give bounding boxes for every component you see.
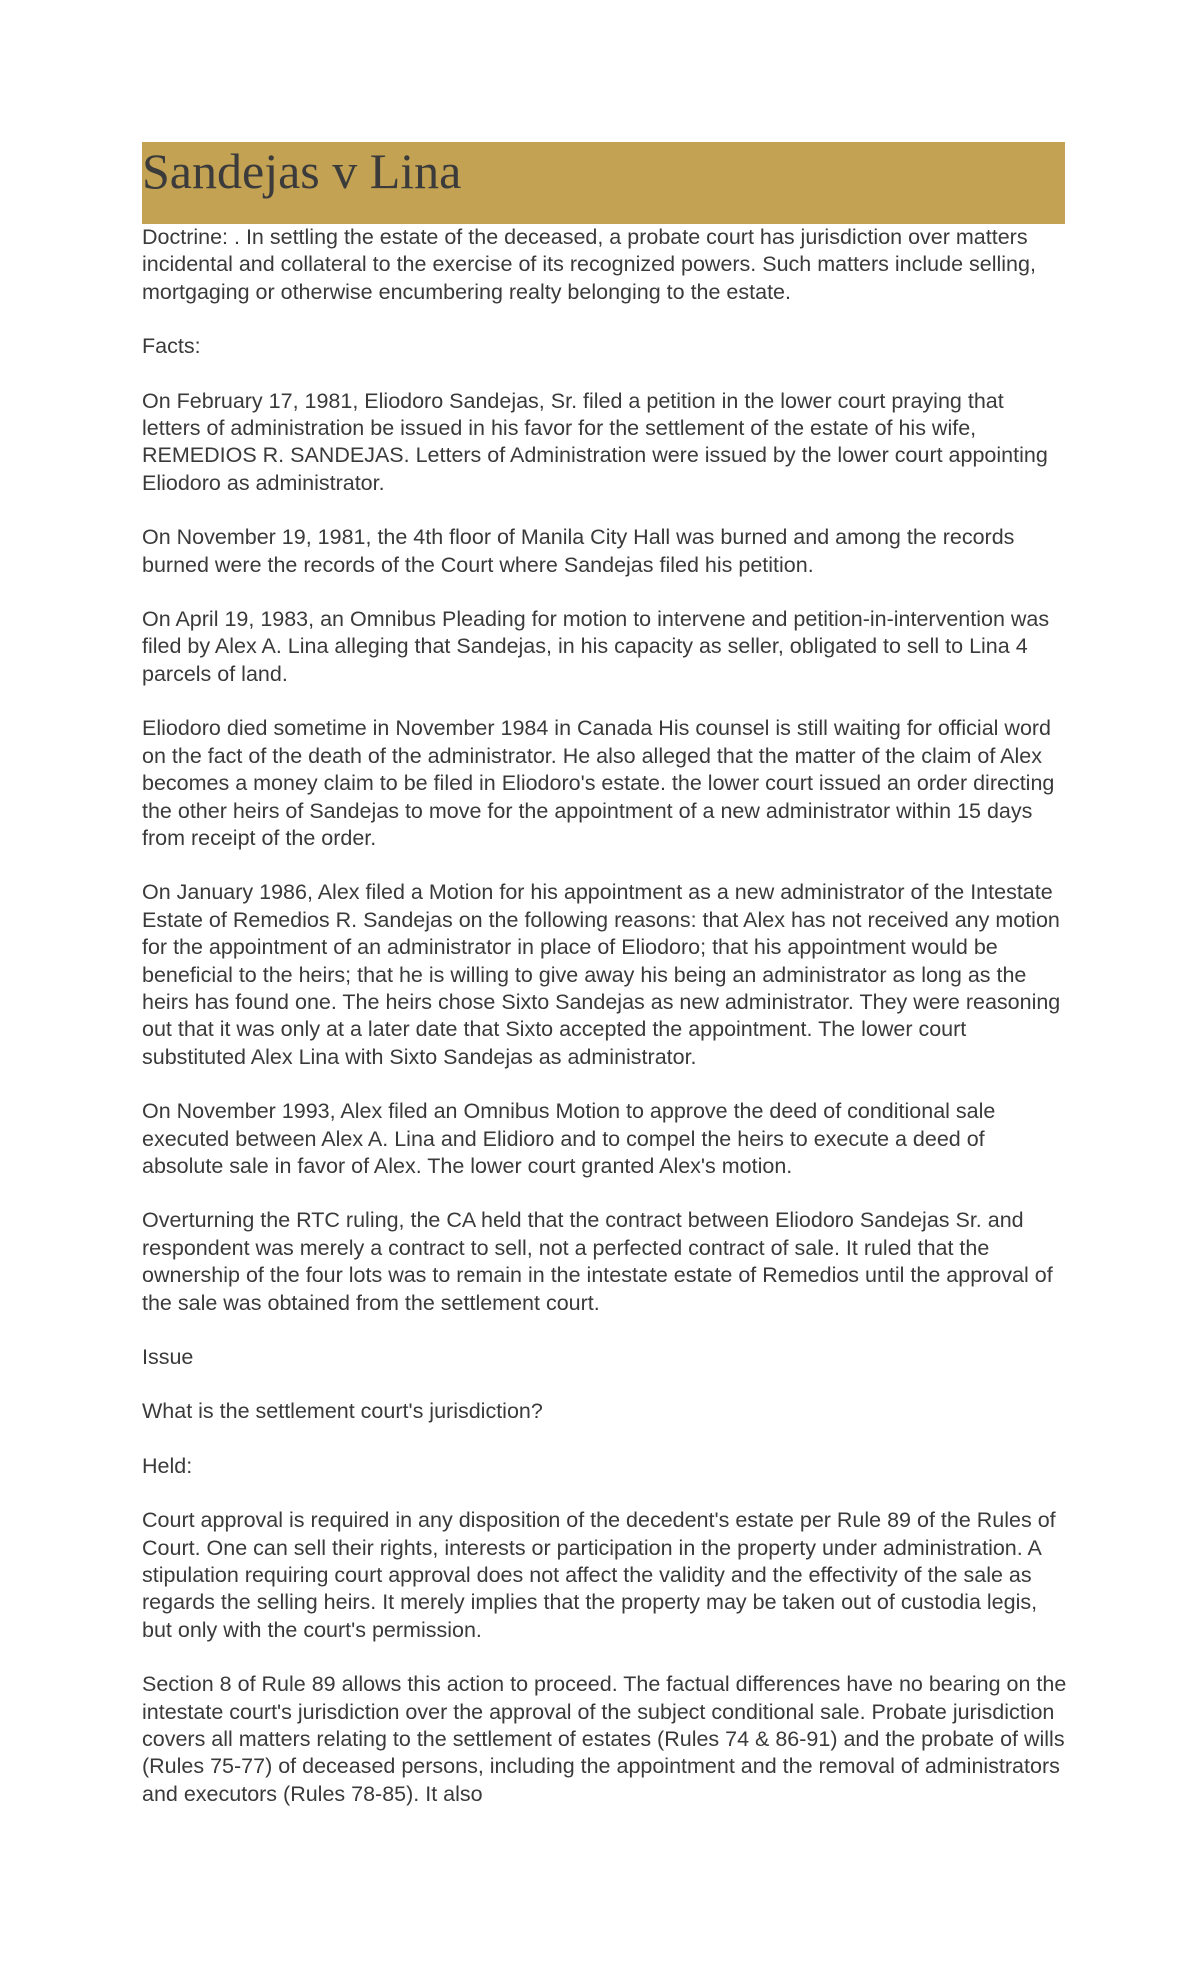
issue-question: What is the settlement court's jurisdiction? bbox=[142, 1399, 543, 1424]
title-banner bbox=[142, 142, 1065, 224]
document-title: Sandejas v Lina bbox=[142, 143, 462, 199]
body-paragraph: On January 1986, Alex filed a Motion for his appointment as a new administrator of the Intestate Estate of Remedios R. Sandejas on the following reasons: that Alex has not received any motion for the appointment of an administrator in place of Eliodoro; that his appointment would be beneficial to the heirs; that he is willing to give away his being an administrator as long as the heirs has found one. The heirs chose Sixto Sandejas as new administrator. They were reasoning out that it was only at a later date that Sixto accepted the appointment. The lower court substituted Alex Lina with Sixto Sandejas as administrator. bbox=[142, 880, 1061, 1069]
issue-heading: Issue bbox=[142, 1345, 194, 1369]
facts-heading: Facts: bbox=[142, 334, 201, 359]
document-body bbox=[142, 224, 1068, 1835]
body-paragraph: Court approval is required in any disposition of the decedent's estate per Rule 89 of the Rules of Court. One can sell their rights, interests or participation in the property under administration. A stipulation requiring court approval does not affect the validity and the effectivity of the sale as regards the selling heirs. It merely implies that the property may be taken out of custodia legis, but only with the court's permission. bbox=[142, 1508, 1056, 1642]
held-heading: Held: bbox=[142, 1453, 193, 1478]
body-paragraph: On November 1993, Alex filed an Omnibus Motion to approve the deed of conditional sale executed between Alex A. Lina and Elidioro and to compel the heirs to execute a deed of absolute sale in favor of Alex. The lower court granted Alex's motion. bbox=[142, 1099, 996, 1178]
body-paragraph: Eliodoro died sometime in November 1984 in Canada His counsel is still waiting for official word on the fact of the death of the administrator. He also alleged that the matter of the claim of Alex becomes a money claim to be filed in Eliodoro's estate. the lower court issued an order directing the other heirs of Sandejas to move for the appointment of a new administrator within 15 days from receipt of the order. bbox=[142, 716, 1055, 850]
body-paragraph: Section 8 of Rule 89 allows this action to proceed. The factual differences have no bearing on the intestate court's jurisdiction over the approval of the subject conditional sale. Probate jurisdiction covers all matters relating to the settlement of estates (Rules 74 & 86-91) and the probate of wills (Rules 75-77) of deceased persons, including the appointment and the removal of administrators and executors (Rules 78-85). It also bbox=[142, 1672, 1067, 1806]
doctrine-paragraph: Doctrine: . In settling the estate of the deceased, a probate court has jurisdiction over matters incidental and collateral to the exercise of its recognized powers. Such matters include selling, mortgaging or otherwise encumbering realty belonging to the estate. bbox=[142, 225, 1036, 304]
body-paragraph: On April 19, 1983, an Omnibus Pleading for motion to intervene and petition-in-intervention was filed by Alex A. Lina alleging that Sandejas, in his capacity as seller, obligated to sell to Lina 4 parcels of land. bbox=[142, 607, 1050, 686]
body-paragraph: On February 17, 1981, Eliodoro Sandejas, Sr. filed a petition in the lower court praying that letters of administration be issued in his favor for the settlement of the estate of his wife, REMEDIOS R. SANDEJAS. Letters of Administration were issued by the lower court appointing Eliodoro as administrator. bbox=[142, 388, 1048, 495]
body-paragraph: On November 19, 1981, the 4th floor of Manila City Hall was burned and among the records burned were the records of the Court where Sandejas filed his petition. bbox=[142, 525, 1015, 577]
body-paragraph: Overturning the RTC ruling, the CA held that the contract between Eliodoro Sandejas Sr. and respondent was merely a contract to sell, not a perfected contract of sale. It ruled that the ownership of the four lots was to remain in the intestate estate of Remedios until the approval of the sale was obtained from the settlement court. bbox=[142, 1208, 1053, 1315]
